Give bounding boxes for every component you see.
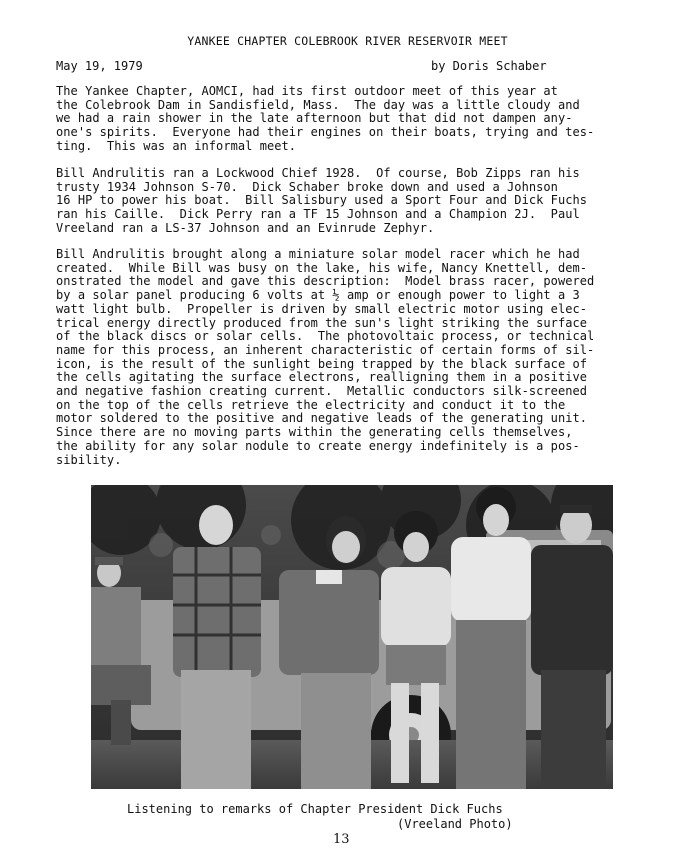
person-plaid-shirt bbox=[173, 505, 261, 789]
article-byline: by Doris Schaber bbox=[431, 59, 547, 73]
group-photo bbox=[91, 485, 613, 789]
person-dark-jacket bbox=[531, 505, 613, 789]
photo-caption: Listening to remarks of Chapter President Dick Fuchs bbox=[127, 802, 503, 816]
photo-credit: (Vreeland Photo) bbox=[397, 817, 513, 831]
paragraph-intro: The Yankee Chapter, AOMCI, had its first outdoor meet of this year at the Colebrook Dam in Sandisfield, Mass. The day was a little cloudy and we had a rain shower in the late afternoon but that did not dampen any- one's spirits. Everyone had their engines on their boats, trying and tes- ting. This was an informal meet. bbox=[56, 84, 595, 153]
paragraph-solar-racer: Bill Andrulitis brought along a miniature solar model racer which he had created. While Bill was busy on the lake, his wife, Nancy Knettell, dem- onstrated the model and gave this description: Model brass racer, powered by a solar panel producing 6 volts at ½ amp or enough power to light a 3 watt light bulb. Propeller is driven by small electric motor using elec- trical energy directly produced from the sun's light striking the surface of the black discs or solar cells. The photovoltaic process, or technical name for this process, an inherent characteristic of certain forms of sil- icon, is the result of the sunlight being trapped by the black surface of the cells agitating the surface electrons, realligning them in a positive and negative fashion creating current. Metallic conductors silk-screened on the top of the cells retrieve the electricity and conduct it to the motor soldered to the positive and negative leads of the generating unit. Since there are no moving parts within the generating cells themselves, the ability for any solar nodule to create energy indefinitely is a pos- sibility. bbox=[56, 247, 595, 467]
article-date: May 19, 1979 bbox=[56, 59, 143, 73]
paragraph-engines: Bill Andrulitis ran a Lockwood Chief 1928. Of course, Bob Zipps ran his trusty 1934 Johnson S-70. Dick Schaber broke down and used a Johnson 16 HP to power his boat. Bill Salisbury used a Sport Four and Dick Fuchs ran his Caille. Dick Perry ran a TF 15 Johnson and a Champion 2J. Paul Vreeland ran a LS-37 Johnson and an Evinrude Zephyr. bbox=[56, 166, 588, 235]
article-title: YANKEE CHAPTER COLEBROOK RIVER RESERVOIR MEET bbox=[187, 34, 508, 48]
page-number: 13 bbox=[333, 832, 350, 847]
